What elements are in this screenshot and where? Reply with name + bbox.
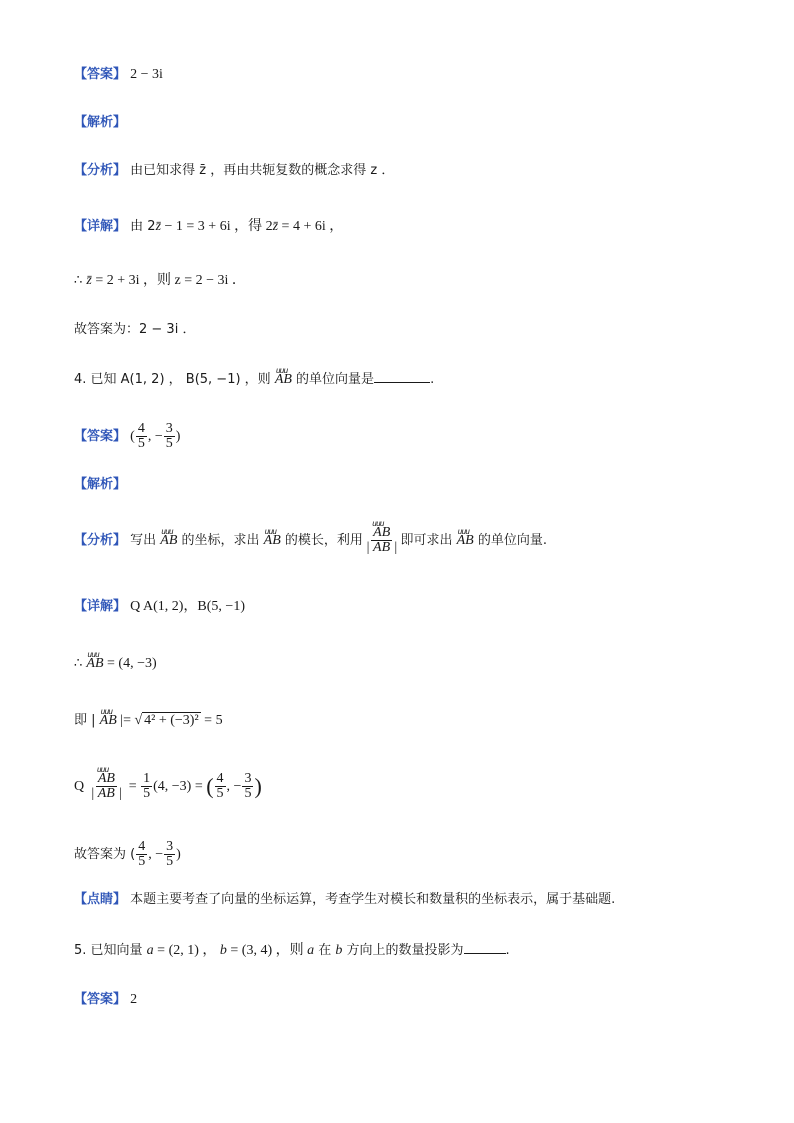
q4-final-n1: 4: [138, 839, 146, 854]
q4-detail-4f1n: 1: [143, 771, 151, 786]
review-tag: 【点睛】: [74, 892, 127, 907]
q4-review-text: 本题主要考查了向量的坐标运算，考查学生对模长和数量积的坐标表示，属于基础题.: [130, 892, 616, 907]
q4-detail-4c: (4, −3) =: [153, 779, 207, 794]
q3-detail-1b: z̄: [155, 219, 162, 234]
q4-detail-3b: |=: [116, 713, 135, 728]
q4-detail-4mid: , −: [226, 779, 242, 794]
analysis-tag: 【解析】: [74, 115, 127, 130]
q4-detail-4d2: 5: [244, 786, 252, 801]
q4-answer-mid: , −: [147, 429, 163, 444]
q3-detail-line-1: [74, 218, 343, 236]
q4-detail-3sqrt: 4² + (−3)²: [144, 713, 199, 728]
q4-final-n2: 3: [166, 839, 174, 854]
q3-answer-line: [74, 66, 163, 84]
q4-answer-d1: 5: [137, 436, 145, 451]
q4-detail-3a: 即 |: [74, 713, 100, 728]
q4-detail-4n2: 3: [244, 771, 252, 786]
q5-answer-line: [74, 991, 137, 1009]
q4-fenxi-frac-num: uuu AB: [371, 526, 392, 541]
q5-stem-e: 方向上的数量投影为: [342, 943, 464, 958]
q4-fenxi-vec3: uuu AB: [457, 532, 474, 550]
q5-stem-b-vec: b: [219, 943, 227, 958]
q4-stem-vec: uuu AB: [275, 371, 292, 389]
q5-stem-a: 5. 已知向量: [74, 943, 147, 958]
q5-stem-line: [74, 941, 510, 960]
q4-stem-end: .: [430, 372, 435, 387]
q4-final-frac1: [136, 840, 147, 869]
q4-fenxi-b: 的坐标，求出: [177, 533, 264, 548]
q4-detail-4close: ): [254, 773, 262, 799]
q5-stem-b: = (2, 1) ，: [153, 943, 220, 958]
q4-fenxi-a: 写出: [130, 533, 161, 548]
q5-answer-blank: [464, 941, 506, 954]
q4-final-frac2: [164, 840, 175, 869]
q4-detail-4frac3: [242, 772, 253, 801]
q4-review-line: [74, 891, 615, 909]
answer-tag: 【答案】: [74, 992, 127, 1007]
q4-fenxi-c: 的模长，利用: [280, 533, 363, 548]
q4-detail-4f1d: 5: [143, 786, 151, 801]
q4-stem-line: [74, 370, 434, 389]
q4-detail-line-1: [74, 598, 245, 616]
q5-stem-c: = (3, 4) ，则: [226, 943, 308, 958]
q4-answer-n1: 4: [137, 421, 145, 436]
q3-detail-1c: − 1 = 3 + 6i ，得 2: [161, 219, 273, 234]
q4-answer-close: ): [175, 429, 181, 444]
q4-answer-frac-2: [164, 422, 175, 451]
q4-detail-line-2: [74, 655, 157, 673]
q4-final-a: 故答案为 (: [74, 847, 136, 862]
q4-detail-4frac2: [215, 772, 226, 801]
q4-detail-4open: (: [206, 773, 214, 799]
q4-final-line: [74, 840, 181, 869]
q3-final-text: 故答案为：2 − 3i ．: [74, 322, 196, 337]
q5-stem-c-vec: a: [307, 943, 315, 958]
q4-detail-2b: = (4, −3): [103, 656, 157, 671]
q4-answer-frac-1: [136, 422, 147, 451]
q3-detail-2a: ∴: [74, 273, 87, 288]
q4-final-close: ): [176, 847, 181, 862]
q4-analysis-line: [74, 476, 126, 494]
q4-fenxi-frac: [364, 526, 400, 555]
q3-fenxi-line: [74, 162, 394, 180]
q4-fenxi-d: 即可求出: [400, 533, 457, 548]
analysis-tag: 【解析】: [74, 477, 127, 492]
q3-fenxi-text: 由已知求得 z̄ ，再由共轭复数的概念求得 z ．: [130, 163, 395, 178]
q4-detail-line-3: [74, 712, 223, 730]
q4-detail-4b: =: [125, 779, 141, 794]
q4-fenxi-vec2: uuu AB: [264, 532, 281, 550]
q3-detail-1d: z̄: [272, 219, 279, 234]
q3-detail-1a: 由 2: [130, 219, 156, 234]
q3-detail-2b: z̄: [86, 273, 92, 288]
q5-stem-d-vec: b: [335, 943, 343, 958]
detail-tag: 【详解】: [74, 219, 127, 234]
q5-stem-d: 在: [314, 943, 336, 958]
q4-fenxi-line: [74, 526, 547, 555]
q4-stem-b: 的单位向量是: [291, 372, 375, 387]
q4-detail-4n1: 4: [216, 771, 224, 786]
q4-answer-n2: 3: [165, 421, 173, 436]
q3-final-line: [74, 321, 195, 339]
q5-answer-value: 2: [130, 992, 138, 1007]
q4-detail-3c: = 5: [200, 713, 223, 728]
answer-tag: 【答案】: [74, 67, 127, 82]
fenxi-tag: 【分析】: [74, 163, 127, 178]
q3-detail-1e: = 4 + 6i ，: [278, 219, 344, 234]
detail-tag: 【详解】: [74, 599, 127, 614]
q4-detail-4frac1: [141, 772, 152, 801]
q3-analysis-line: [74, 114, 126, 132]
q4-detail-4den: | AB |: [90, 786, 123, 801]
fenxi-tag: 【分析】: [74, 533, 127, 548]
q4-final-d1: 5: [138, 854, 146, 869]
answer-tag: 【答案】: [74, 429, 127, 444]
q4-final-d2: 5: [166, 854, 174, 869]
q5-stem-a-vec: a: [146, 943, 154, 958]
q4-fenxi-frac-den: | AB |: [365, 540, 398, 555]
q4-answer-blank: [374, 370, 430, 383]
q3-detail-line-2: [74, 272, 246, 290]
q4-detail-2a: ∴: [74, 656, 87, 671]
q4-answer-line: [74, 422, 180, 451]
q5-stem-end: .: [505, 943, 510, 958]
q4-fenxi-vec1: uuu AB: [160, 532, 177, 550]
q4-answer-d2: 5: [165, 436, 173, 451]
q4-detail-4d1: 5: [216, 786, 224, 801]
sqrt-icon: √: [134, 713, 143, 728]
q4-final-mid: , −: [148, 847, 164, 862]
q4-detail-4a: Q: [74, 779, 88, 794]
q4-answer-open: (: [130, 429, 135, 444]
q4-detail-line-4: [74, 772, 262, 801]
q3-detail-2c: = 2 + 3i ，则 z = 2 − 3i ．: [91, 273, 246, 288]
q3-answer-value: 2 − 3i: [130, 67, 163, 82]
q4-detail-1: Q A(1, 2)，B(5, −1): [130, 599, 245, 614]
q4-fenxi-e: 的单位向量.: [473, 533, 547, 548]
q4-detail-4num: uuu AB: [96, 772, 117, 787]
q4-stem-a: 4. 已知 A(1, 2) ， B(5, −1) ，则: [74, 372, 275, 387]
q4-detail-4frac: [89, 772, 125, 801]
q4-detail-2vec: uuu AB: [86, 655, 103, 673]
q4-detail-3vec: uuu AB: [100, 712, 117, 730]
